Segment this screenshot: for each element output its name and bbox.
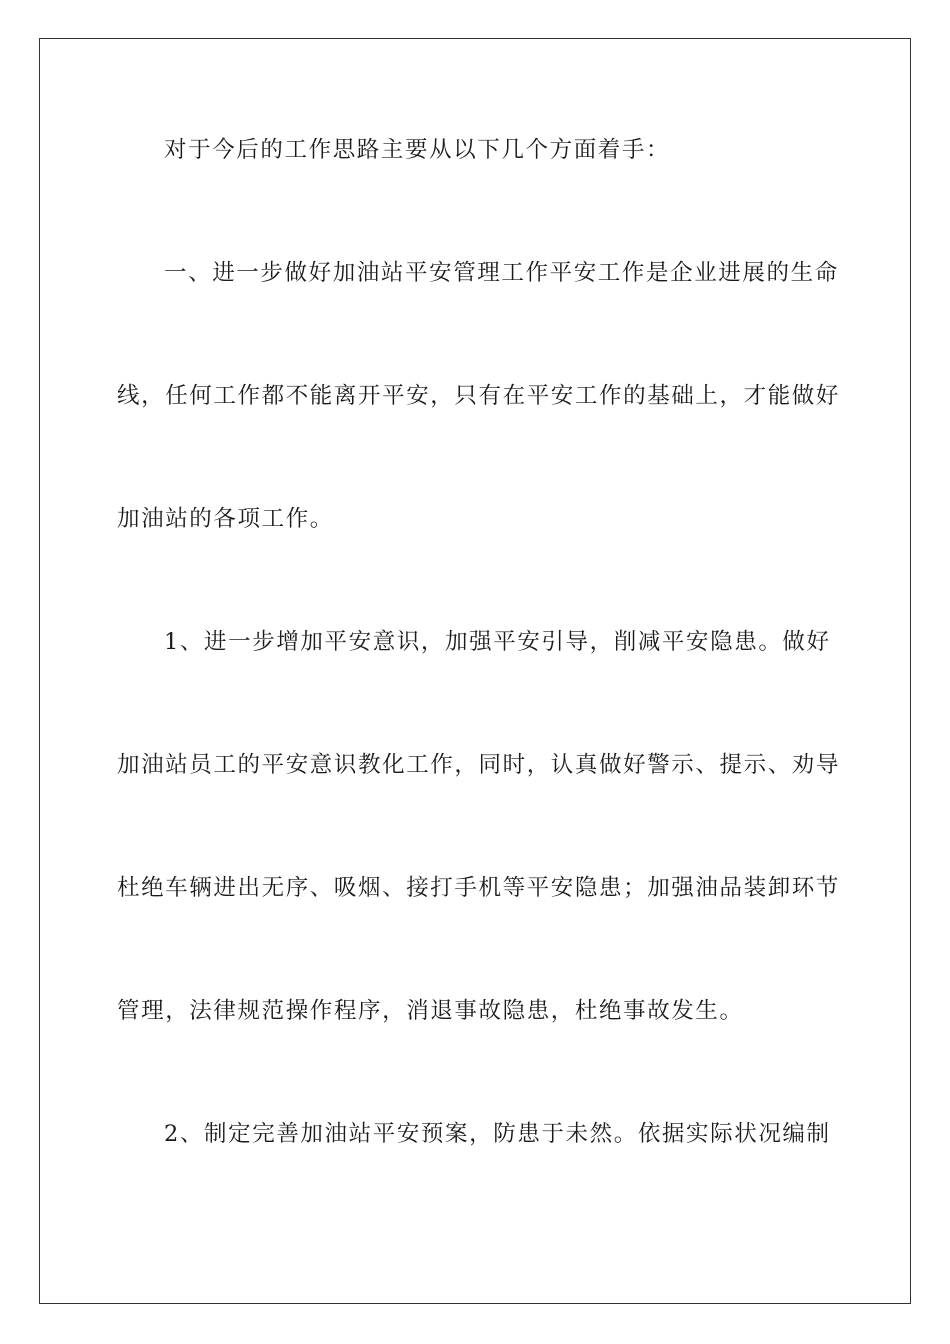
section-one-text-line-2: 线，任何工作都不能离开平安，只有在平安工作的基础上，才能做好 (117, 383, 841, 409)
section-one-text-line-3: 加油站的各项工作。 (117, 506, 334, 532)
item-1-line-3: 杜绝车辆进出无序、吸烟、接打手机等平安隐患；加强油品装卸环节 (117, 875, 841, 901)
section-one-heading-line: 一、进一步做好加油站平安管理工作平安工作是企业进展的生命 (164, 260, 839, 286)
item-1-line-4: 管理，法律规范操作程序，消退事故隐患，杜绝事故发生。 (117, 998, 744, 1024)
item-1-line-2: 加油站员工的平安意识教化工作，同时，认真做好警示、提示、劝导 (117, 752, 841, 778)
page-border (39, 38, 911, 1304)
item-2-line-1: 2、制定完善加油站平安预案，防患于未然。依据实际状况编制 (164, 1121, 831, 1147)
item-1-line-1: 1、进一步增加平安意识，加强平安引导，削减平安隐患。做好 (164, 629, 831, 655)
intro-line: 对于今后的工作思路主要从以下几个方面着手： (164, 137, 671, 163)
